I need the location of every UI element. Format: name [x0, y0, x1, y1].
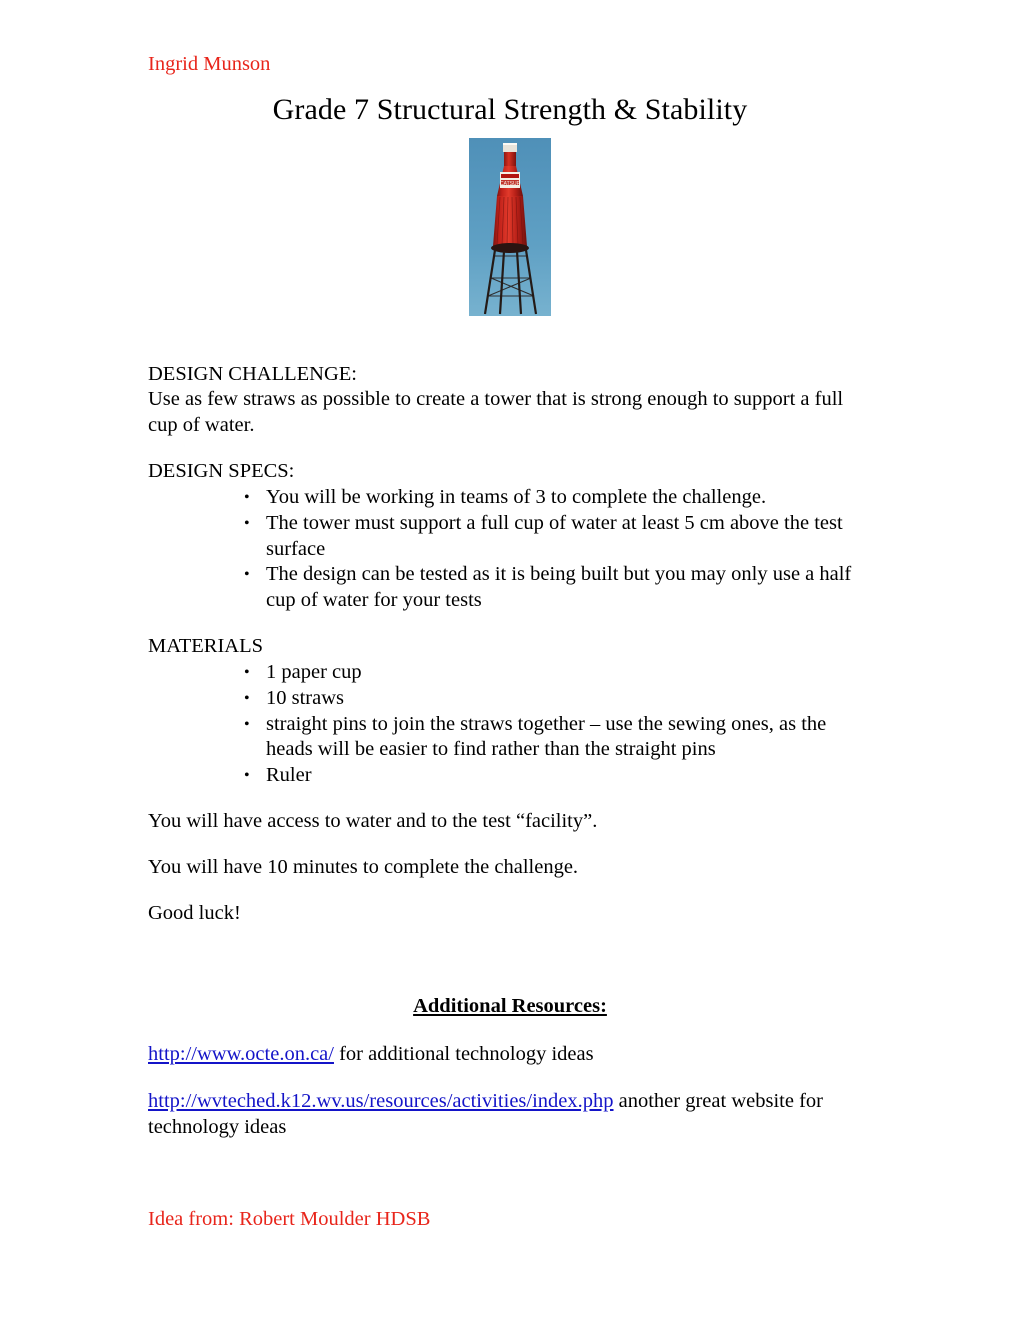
section-design-challenge: [148, 362, 872, 439]
list-item: [148, 763, 872, 789]
design-specs-heading: DESIGN SPECS:: [148, 460, 295, 483]
bullet-icon: •: [244, 767, 250, 785]
resource-line-2: [148, 1089, 872, 1141]
list-item: [148, 485, 872, 511]
list-item: [148, 660, 872, 686]
note-good-luck: Good luck!: [148, 901, 241, 924]
list-item-text: 10 straws: [266, 686, 345, 709]
bullet-icon: •: [244, 715, 250, 733]
author-name: Ingrid Munson: [148, 53, 271, 75]
figure-spacer: [148, 316, 872, 362]
spacer: [148, 1018, 872, 1042]
list-item-text: The design can be tested as it is being built but you may only use a half cup of water for your tests: [266, 563, 852, 612]
resource-link-wvteched[interactable]: http://wvteched.k12.wv.us/resources/activities/index.php: [148, 1090, 614, 1113]
list-item: [148, 511, 872, 563]
bullet-icon: •: [244, 488, 250, 506]
section-materials: [148, 634, 872, 789]
svg-text:CATSUP: CATSUP: [500, 180, 520, 187]
bullet-icon: •: [244, 663, 250, 681]
spacer: [148, 614, 872, 634]
bullet-icon: •: [244, 689, 250, 707]
spacer: [148, 1141, 872, 1207]
design-challenge-heading: DESIGN CHALLENGE:: [148, 362, 357, 385]
resource-text-2: another great website for technology ideas: [148, 1090, 823, 1139]
list-item: [148, 712, 872, 764]
credit-line: Idea from: Robert Moulder HDSB: [148, 1208, 431, 1231]
bullet-icon: •: [244, 566, 250, 584]
note-time-limit: You will have 10 minutes to complete the challenge.: [148, 855, 579, 878]
spacer: [148, 881, 872, 901]
list-item-text: Ruler: [266, 764, 312, 787]
list-item-text: The tower must support a full cup of water at least 5 cm above the test surface: [266, 511, 843, 560]
spacer: [148, 835, 872, 855]
materials-list: [148, 660, 872, 789]
list-item-text: 1 paper cup: [266, 660, 362, 683]
figure-container: [148, 138, 872, 316]
section-design-specs: [148, 459, 872, 614]
spacer: [148, 439, 872, 459]
materials-heading: MATERIALS: [148, 635, 264, 658]
design-challenge-text: Use as few straws as possible to create a tower that is strong enough to support a full cup of water.: [148, 388, 844, 437]
additional-resources-heading: Additional Resources:: [413, 994, 607, 1017]
resource-line-1: [148, 1042, 872, 1068]
spacer: [148, 789, 872, 809]
page-title: Grade 7 Structural Strength & Stability: [272, 92, 748, 126]
note-facility: You will have access to water and to the test “facility”.: [148, 810, 598, 833]
list-item: [148, 562, 872, 614]
list-item-text: You will be working in teams of 3 to complete the challenge.: [266, 485, 767, 508]
spacer: [148, 1067, 872, 1089]
list-item: [148, 686, 872, 712]
spacer: [148, 927, 872, 995]
ketchup-bottle-water-tower-image: [469, 138, 551, 316]
list-item-text: straight pins to join the straws together – use the sewing ones, as the heads will be easier to find rather than the straight pins: [266, 712, 827, 761]
resource-link-octe[interactable]: http://www.octe.on.ca/: [148, 1042, 334, 1065]
bullet-icon: •: [244, 514, 250, 532]
design-specs-list: [148, 485, 872, 614]
resource-text-1: for additional technology ideas: [333, 1042, 594, 1065]
